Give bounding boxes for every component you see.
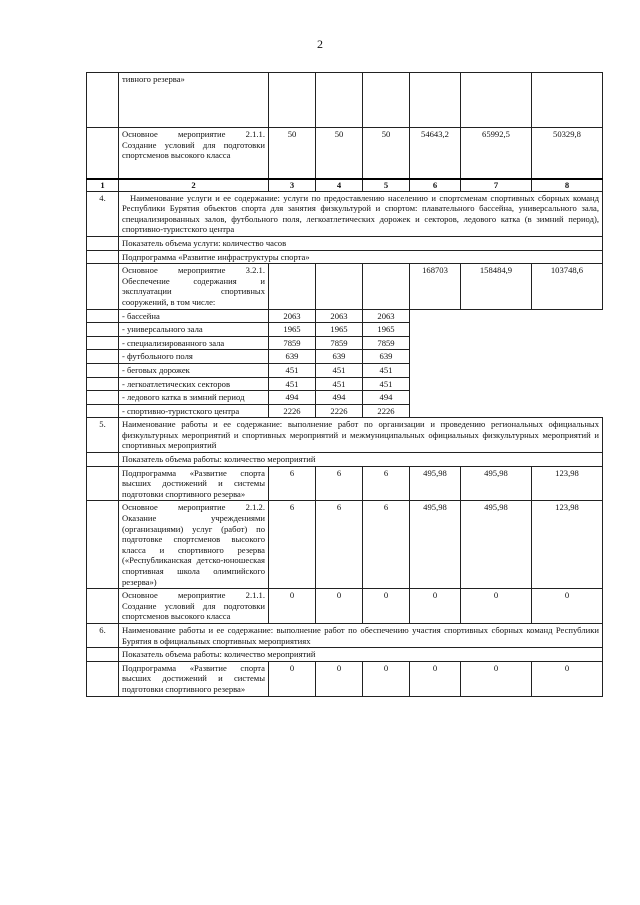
table-row bbox=[87, 648, 603, 662]
row-number-cell bbox=[87, 323, 119, 337]
value-cell: 2063 bbox=[363, 309, 410, 323]
value-cell: 2063 bbox=[269, 309, 316, 323]
table-row bbox=[87, 623, 603, 647]
row-name-cell: Подпрограмма «Развитие спорта высших достижений и системы подготовки спортивного резерва» bbox=[119, 661, 269, 696]
row-name-cell: Подпрограмма «Развитие спорта высших достижений и системы подготовки спортивного резерва» bbox=[119, 466, 269, 501]
value-cell: 495,98 bbox=[461, 466, 532, 501]
value-cell: 65992,5 bbox=[461, 128, 532, 180]
value-cell: 495,98 bbox=[410, 501, 461, 589]
value-cell: 494 bbox=[363, 391, 410, 405]
value-cell: 123,98 bbox=[532, 501, 603, 589]
value-cell: 639 bbox=[363, 350, 410, 364]
value-cell: 2226 bbox=[316, 404, 363, 418]
value-cell: 50 bbox=[269, 128, 316, 180]
table-row bbox=[87, 309, 603, 323]
table-row bbox=[87, 191, 603, 236]
row-name-cell: Основное мероприятие 3.2.1. Обеспечение содержания и эксплуатации спортивных сооружений, в том числе: bbox=[119, 264, 269, 309]
value-cell bbox=[269, 73, 316, 128]
section-number-cell bbox=[87, 648, 119, 662]
value-cell bbox=[316, 73, 363, 128]
value-cell: 158484,9 bbox=[461, 264, 532, 309]
value-cell: 495,98 bbox=[461, 501, 532, 589]
row-number-cell bbox=[87, 661, 119, 696]
value-cell: 6 bbox=[269, 466, 316, 501]
section-number-cell bbox=[87, 236, 119, 250]
indicator-label: Показатель объема работы: количество мероприятий bbox=[119, 453, 603, 467]
value-cell: 7859 bbox=[269, 336, 316, 350]
row-name-cell: - беговых дорожек bbox=[119, 363, 269, 377]
value-cell: 0 bbox=[316, 589, 363, 624]
row-name-cell: - спортивно-туристского центра bbox=[119, 404, 269, 418]
value-cell: 50329,8 bbox=[532, 128, 603, 180]
section-number-cell: 5. bbox=[87, 418, 119, 453]
value-cell: 0 bbox=[363, 661, 410, 696]
table-row bbox=[87, 589, 603, 624]
table-row bbox=[87, 73, 603, 128]
value-cell: 451 bbox=[269, 363, 316, 377]
value-cell: 0 bbox=[461, 589, 532, 624]
table-row bbox=[87, 661, 603, 696]
row-name-cell: - ледового катка в зимний период bbox=[119, 391, 269, 405]
value-cell: 494 bbox=[316, 391, 363, 405]
indicator-label: Показатель объема услуги: количество часов bbox=[119, 236, 603, 250]
services-table bbox=[86, 72, 603, 697]
empty-cell bbox=[410, 309, 603, 418]
table-row bbox=[87, 453, 603, 467]
value-cell: 6 bbox=[269, 501, 316, 589]
value-cell: 639 bbox=[316, 350, 363, 364]
row-name-cell: Основное мероприятие 2.1.2. Оказание учреждениями (организациями) услуг (работ) по подготовке спортсменов высокого класса и спортивного резерва («Республиканская детско-юношеская спортивная школа олимпийского резерва») bbox=[119, 501, 269, 589]
value-cell: 123,98 bbox=[532, 466, 603, 501]
value-cell: 103748,6 bbox=[532, 264, 603, 309]
value-cell: 0 bbox=[363, 589, 410, 624]
row-name-cell: Основное мероприятие 2.1.1. Создание условий для подготовки спортсменов высокого класса bbox=[119, 589, 269, 624]
value-cell: 494 bbox=[269, 391, 316, 405]
page-number: 2 bbox=[317, 37, 323, 51]
value-cell: 6 bbox=[316, 501, 363, 589]
column-header: 1 bbox=[87, 179, 119, 191]
column-header: 2 bbox=[119, 179, 269, 191]
value-cell bbox=[269, 264, 316, 309]
value-cell bbox=[363, 264, 410, 309]
value-cell: 7859 bbox=[363, 336, 410, 350]
value-cell: 451 bbox=[363, 377, 410, 391]
value-cell bbox=[532, 73, 603, 128]
row-number-cell bbox=[87, 128, 119, 180]
row-number-cell bbox=[87, 350, 119, 364]
value-cell: 0 bbox=[532, 661, 603, 696]
value-cell: 2063 bbox=[316, 309, 363, 323]
value-cell: 0 bbox=[532, 589, 603, 624]
value-cell: 451 bbox=[363, 363, 410, 377]
row-number-cell bbox=[87, 377, 119, 391]
value-cell: 2226 bbox=[269, 404, 316, 418]
section-title: Наименование работы и ее содержание: выполнение работ по организации и проведению региональных официальных физкультурных мероприятий и спортивных мероприятий и межмуниципальных официальных физкультурных мероприятий и спортивных мероприятий bbox=[119, 418, 603, 453]
section-number-cell: 4. bbox=[87, 191, 119, 236]
value-cell: 6 bbox=[363, 501, 410, 589]
value-cell: 2226 bbox=[363, 404, 410, 418]
table-row bbox=[87, 418, 603, 453]
value-cell bbox=[461, 73, 532, 128]
value-cell: 6 bbox=[316, 466, 363, 501]
row-number-cell bbox=[87, 589, 119, 624]
value-cell: 451 bbox=[316, 363, 363, 377]
value-cell: 168703 bbox=[410, 264, 461, 309]
row-number-cell bbox=[87, 466, 119, 501]
row-number-cell bbox=[87, 363, 119, 377]
row-number-cell bbox=[87, 73, 119, 128]
value-cell: 0 bbox=[269, 589, 316, 624]
indicator-label: Показатель объема работы: количество мероприятий bbox=[119, 648, 603, 662]
row-number-cell bbox=[87, 501, 119, 589]
subprogram-label: Подпрограмма «Развитие инфраструктуры спорта» bbox=[119, 250, 603, 264]
value-cell: 639 bbox=[269, 350, 316, 364]
value-cell: 0 bbox=[461, 661, 532, 696]
section-number-cell bbox=[87, 453, 119, 467]
value-cell bbox=[316, 264, 363, 309]
value-cell: 451 bbox=[316, 377, 363, 391]
value-cell bbox=[363, 73, 410, 128]
row-number-cell bbox=[87, 264, 119, 309]
value-cell: 0 bbox=[316, 661, 363, 696]
column-header: 7 bbox=[461, 179, 532, 191]
row-number-cell bbox=[87, 336, 119, 350]
table-row bbox=[87, 466, 603, 501]
value-cell: 50 bbox=[316, 128, 363, 180]
section-number-cell bbox=[87, 250, 119, 264]
value-cell: 451 bbox=[269, 377, 316, 391]
value-cell: 1965 bbox=[363, 323, 410, 337]
section-number-cell: 6. bbox=[87, 623, 119, 647]
row-number-cell bbox=[87, 391, 119, 405]
row-name-cell: - бассейна bbox=[119, 309, 269, 323]
value-cell: 6 bbox=[363, 466, 410, 501]
column-header: 6 bbox=[410, 179, 461, 191]
value-cell: 7859 bbox=[316, 336, 363, 350]
table-row bbox=[87, 236, 603, 250]
row-name-cell: - легкоатлетических секторов bbox=[119, 377, 269, 391]
section-title: Наименование работы и ее содержание: выполнение работ по обеспечению участия спортивных сборных команд Республики Бурятия в официальных спортивных мероприятиях bbox=[119, 623, 603, 647]
value-cell: 495,98 bbox=[410, 466, 461, 501]
row-name-cell: - специализированного зала bbox=[119, 336, 269, 350]
column-header: 3 bbox=[269, 179, 316, 191]
row-name-cell: тивного резерва» bbox=[119, 73, 269, 128]
table-header-row bbox=[87, 179, 603, 191]
row-name-cell: Основное мероприятие 2.1.1. Создание условий для подготовки спортсменов высокого класса bbox=[119, 128, 269, 180]
column-header: 8 bbox=[532, 179, 603, 191]
value-cell: 0 bbox=[410, 661, 461, 696]
section-title: Наименование услуги и ее содержание: услуги по предоставлению населению и спортсменам спортивных сборных команд Республики Бурятия объектов спорта для занятия физкультурой и спортом: плавательного бассейна, универсального зала, специализированных залов, футбольного поля, легкоатлетических дорожек и секторов, ледового катка (в зимний период), спортивно-туристского центра bbox=[119, 191, 603, 236]
table-row bbox=[87, 250, 603, 264]
table-row bbox=[87, 501, 603, 589]
table-row bbox=[87, 128, 603, 180]
value-cell: 54643,2 bbox=[410, 128, 461, 180]
value-cell: 50 bbox=[363, 128, 410, 180]
value-cell: 0 bbox=[410, 589, 461, 624]
value-cell bbox=[410, 73, 461, 128]
row-name-cell: - универсального зала bbox=[119, 323, 269, 337]
value-cell: 1965 bbox=[269, 323, 316, 337]
row-number-cell bbox=[87, 404, 119, 418]
column-header: 4 bbox=[316, 179, 363, 191]
table-row bbox=[87, 264, 603, 309]
value-cell: 1965 bbox=[316, 323, 363, 337]
row-name-cell: - футбольного поля bbox=[119, 350, 269, 364]
value-cell: 0 bbox=[269, 661, 316, 696]
column-header: 5 bbox=[363, 179, 410, 191]
row-number-cell bbox=[87, 309, 119, 323]
